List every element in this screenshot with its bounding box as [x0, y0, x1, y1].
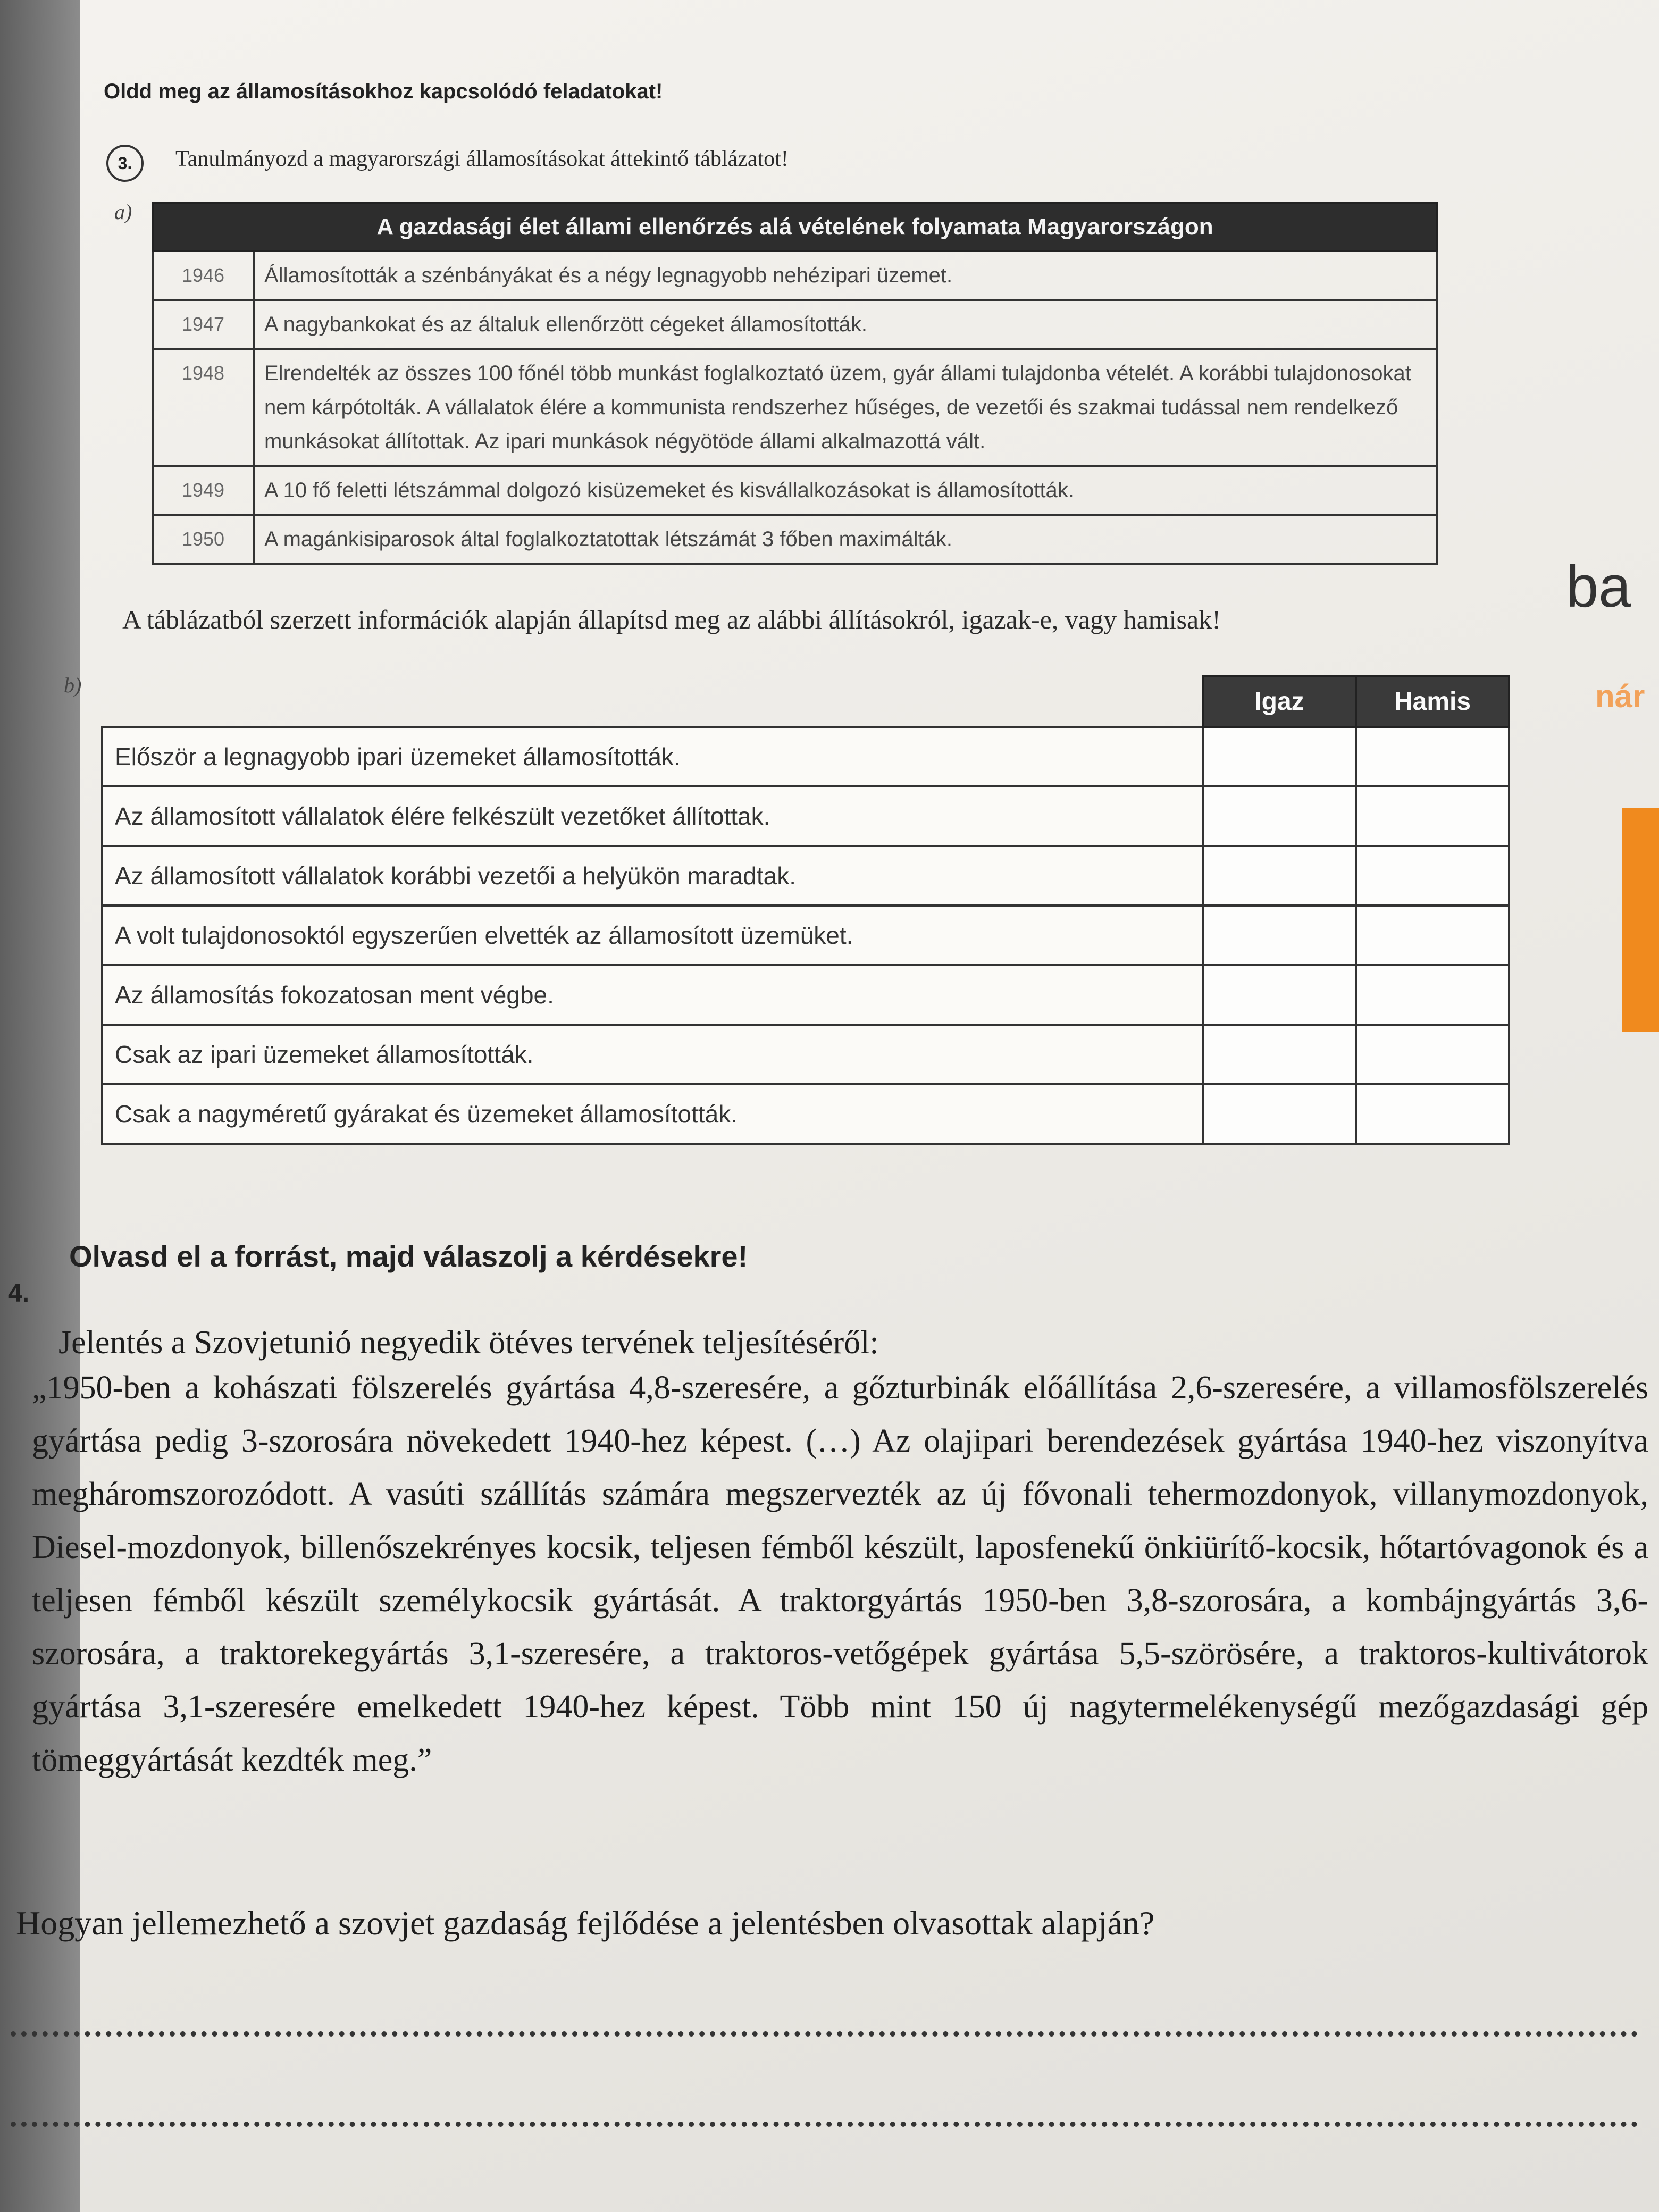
true-answer-box[interactable]	[1203, 1025, 1356, 1084]
task4-title: Olvasd el a forrást, majd válaszolj a kérdésekre!	[69, 1239, 748, 1273]
true-answer-box[interactable]	[1203, 906, 1356, 965]
false-answer-box[interactable]	[1356, 965, 1509, 1025]
header-spacer	[102, 676, 1203, 727]
table-row	[102, 906, 1509, 965]
statement-cell: Csak a nagyméretű gyárakat és üzemeket államosították.	[102, 1084, 1203, 1144]
false-answer-box[interactable]	[1356, 1084, 1509, 1144]
table-row	[102, 786, 1509, 846]
task3-part-b-instruction: A táblázatból szerzett információk alapján állapítsd meg az alábbi állításokról, igazak-e, vagy hamisak!	[122, 605, 1221, 634]
nationalization-table	[152, 202, 1438, 565]
table-row	[102, 1084, 1509, 1144]
true-column-header: Igaz	[1203, 676, 1356, 727]
table-row	[102, 965, 1509, 1025]
table-row	[153, 515, 1437, 564]
next-page-fragment: ba	[1566, 554, 1631, 619]
answer-line-2[interactable]	[11, 2122, 1638, 2127]
true-answer-box[interactable]	[1203, 965, 1356, 1025]
true-answer-box[interactable]	[1203, 846, 1356, 906]
false-answer-box[interactable]	[1356, 1025, 1509, 1084]
true-false-table	[101, 675, 1510, 1145]
false-answer-box[interactable]	[1356, 727, 1509, 786]
report-quote: „1950-ben a kohászati fölszerelés gyártása 4,8-szeresére, a gőzturbinák előállítása 2,6-szeresére, a villamosfölszerelés gyártása pedig 3-szorosára növekedett 1940-hez képest. (…) Az olajipari berendezések gyártása 1940-hez viszonyítva megháromszorozódott. A vasúti szállítás számára megszervezték az új fővonali tehermozdonyok, villanymozdonyok, Diesel-mozdonyok, billenőszekrényes kocsik, teljesen fémből készült, laposfenekű önkiürítő-kocsik, hőtartóvagonok és a teljesen fémből készült személykocsik gyártását. A traktorgyártás 1950-ben 3,8-szorosára, a kombájngyártás 3,6-szorosára, a traktorekegyártás 3,1-szeresére, a traktoros-vetőgépek gyártása 5,5-szörösére, a traktoros-kultivátorok gyártása 3,1-szeresére emelkedett 1940-hez képest. Több mint 150 új nagytermelékenységű mezőgazdasági gép tömeggyártását kezdték meg.”	[32, 1370, 1648, 1778]
false-answer-box[interactable]	[1356, 786, 1509, 846]
event-cell: Elrendelték az összes 100 főnél több munkást foglalkoztató üzem, gyár állami tulajdonba vételét. A korábbi tulajdonosokat nem kárpótolták. A vállalatok élére a kommunista rendszerhez hűséges, de vezetői és szakmai tudással nem rendelkező munkásokat állítottak. Az ipari munkások négyötöde állami alkalmazottá vált.	[254, 349, 1437, 466]
table-row	[153, 300, 1437, 349]
event-cell: Államosították a szénbányákat és a négy legnagyobb nehézipari üzemet.	[254, 251, 1437, 300]
next-page-orange-strip	[1622, 808, 1659, 1032]
year-cell: 1949	[153, 466, 254, 515]
year-cell: 1948	[153, 349, 254, 466]
false-column-header: Hamis	[1356, 676, 1509, 727]
table-row	[153, 349, 1437, 466]
true-answer-box[interactable]	[1203, 1084, 1356, 1144]
nationalization-table-title: A gazdasági élet állami ellenőrzés alá vételének folyamata Magyarországon	[153, 203, 1437, 251]
task3-title: Oldd meg az államosításokhoz kapcsolódó feladatokat!	[104, 80, 663, 103]
table-row	[102, 1025, 1509, 1084]
year-cell: 1950	[153, 515, 254, 564]
statement-cell: Csak az ipari üzemeket államosították.	[102, 1025, 1203, 1084]
table-row	[102, 846, 1509, 906]
true-answer-box[interactable]	[1203, 727, 1356, 786]
false-answer-box[interactable]	[1356, 906, 1509, 965]
true-answer-box[interactable]	[1203, 786, 1356, 846]
statement-cell: Az államosított vállalatok korábbi vezetői a helyükön maradtak.	[102, 846, 1203, 906]
table-row	[153, 251, 1437, 300]
task3-number-badge: 3.	[106, 145, 144, 182]
statement-cell: Az államosítás fokozatosan ment végbe.	[102, 965, 1203, 1025]
table-row	[102, 727, 1509, 786]
task4-number: 4.	[8, 1279, 30, 1308]
answer-line-1[interactable]	[11, 2031, 1638, 2037]
event-cell: A magánkisiparosok által foglalkoztatottak létszámát 3 főben maximálták.	[254, 515, 1437, 564]
false-answer-box[interactable]	[1356, 846, 1509, 906]
statement-cell: A volt tulajdonosoktól egyszerűen elvették az államosított üzemüket.	[102, 906, 1203, 965]
part-a-label: a)	[114, 200, 132, 224]
statement-cell: Először a legnagyobb ipari üzemeket államosították.	[102, 727, 1203, 786]
page-shadow-edge	[0, 0, 80, 2212]
task4-question: Hogyan jellemezhető a szovjet gazdaság fejlődése a jelentésben olvasottak alapján?	[16, 1904, 1155, 1942]
part-b-label: b)	[64, 673, 82, 697]
table-row	[153, 466, 1437, 515]
task3-part-a-instruction: Tanulmányozd a magyarországi államosításokat áttekintő táblázatot!	[175, 147, 789, 171]
statement-cell: Az államosított vállalatok élére felkészült vezetőket állítottak.	[102, 786, 1203, 846]
report-title: Jelentés a Szovjetunió negyedik ötéves tervének teljesítéséről:	[58, 1325, 879, 1361]
year-cell: 1947	[153, 300, 254, 349]
event-cell: A nagybankokat és az általuk ellenőrzött cégeket államosították.	[254, 300, 1437, 349]
year-cell: 1946	[153, 251, 254, 300]
event-cell: A 10 fő feletti létszámmal dolgozó kisüzemeket és kisvállalkozásokat is államosították.	[254, 466, 1437, 515]
next-page-fragment: nár	[1595, 678, 1645, 714]
